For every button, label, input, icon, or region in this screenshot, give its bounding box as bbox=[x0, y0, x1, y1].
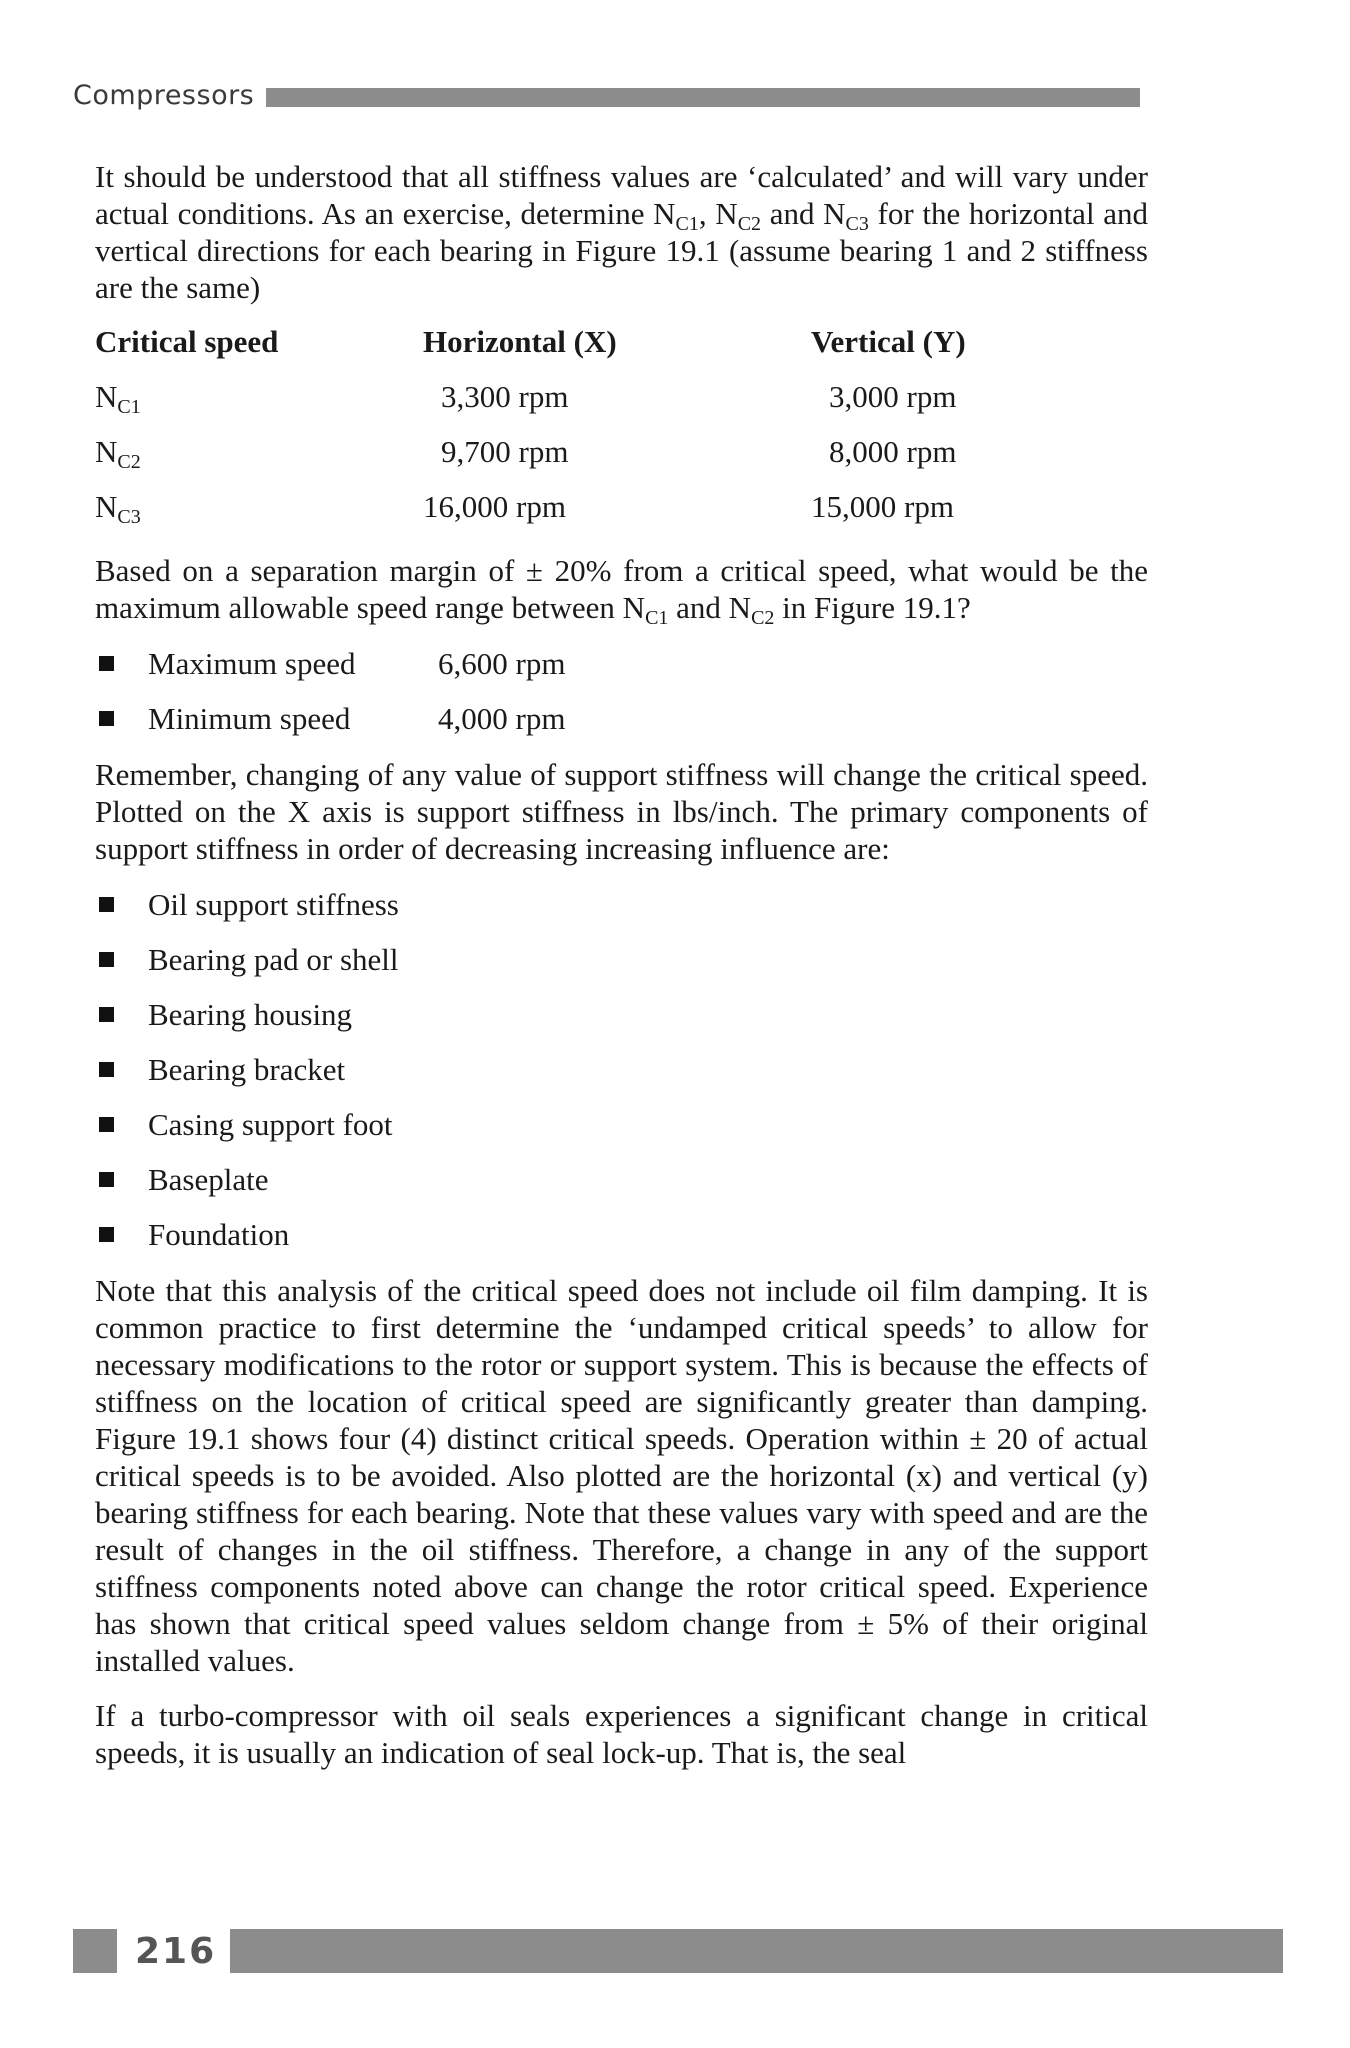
speed-range-list bbox=[95, 636, 1148, 746]
bullet-square-icon bbox=[99, 1007, 114, 1022]
vertical-value: 8,000 rpm bbox=[829, 434, 957, 469]
footer-rule bbox=[230, 1929, 1283, 1973]
bullet-square-icon bbox=[99, 1117, 114, 1132]
speed-label: Minimum speed bbox=[148, 701, 351, 736]
speed-value: 6,600 rpm bbox=[438, 646, 566, 681]
bullet-square-icon bbox=[99, 711, 114, 726]
margin-question-paragraph bbox=[95, 552, 1148, 629]
list-item bbox=[95, 932, 1148, 987]
component-label: Bearing bracket bbox=[148, 1052, 346, 1087]
running-title: Compressors bbox=[73, 79, 255, 111]
speed-value: 4,000 rpm bbox=[438, 701, 566, 736]
margin-text-mid: and N bbox=[668, 590, 752, 625]
bullet-square-icon bbox=[99, 897, 114, 912]
speed-label: Maximum speed bbox=[148, 646, 356, 681]
component-label: Oil support stiffness bbox=[148, 887, 399, 922]
critical-speed-label: $N_{C2}$ bbox=[95, 434, 141, 473]
margin-sub-a: C1 bbox=[645, 607, 669, 629]
list-item bbox=[95, 987, 1148, 1042]
margin-text-1: Based on a separation margin of ± 20% from a critical speed, what would be the maximum allowable speed range between N bbox=[95, 553, 1148, 625]
column-header: Critical speed bbox=[95, 324, 279, 359]
horizontal-value: 3,300 rpm bbox=[441, 379, 569, 414]
critical-speed-label: $N_{C3}$ bbox=[95, 489, 141, 528]
running-header bbox=[73, 78, 1140, 112]
bullet-square-icon bbox=[99, 656, 114, 671]
column-header: Vertical (Y) bbox=[811, 324, 966, 359]
list-item bbox=[95, 1207, 1148, 1262]
table-row bbox=[95, 369, 1148, 424]
component-label: Casing support foot bbox=[148, 1107, 393, 1142]
note-paragraph: Note that this analysis of the critical speed does not include oil film damping. It is common practice to first determine the ‘undamped critical speeds’ to allow for necessary modifications to the rotor or support system. This is because the effects of stiffness on the location of critical speed are significantly greater than damping. Figure 19.1 shows four (4) distinct critical speeds. Operation within ± 20 of actual critical speeds is to be avoided. Also plotted are the horizontal (x) and vertical (y) bearing stiffness for each bearing. Note that these values vary with speed and are the result of changes in the oil stiffness. Therefore, a change in any of the support stiffness components noted above can change the rotor critical speed. Experience has shown that critical speed values seldom change from ± 5% of their original installed values. bbox=[95, 1273, 1148, 1678]
intro-text-2: for the horizontal and vertical directions for each bearing in Figure 19.1 (assume bearing 1 and 2 stiffness are the same) bbox=[95, 196, 1148, 305]
stiffness-components-list bbox=[95, 877, 1148, 1262]
vertical-value: 15,000 rpm bbox=[811, 489, 954, 524]
intro-sub-c1: C1 bbox=[675, 213, 699, 235]
page-body bbox=[95, 158, 1148, 1771]
list-item bbox=[95, 1042, 1148, 1097]
intro-sep-1: , N bbox=[698, 196, 738, 231]
header-rule bbox=[266, 88, 1140, 107]
final-paragraph: If a turbo-compressor with oil seals experiences a significant change in critical speeds, it is usually an indication of seal lock-up. That is, the seal bbox=[95, 1698, 1148, 1770]
list-item bbox=[95, 691, 1148, 746]
component-label: Bearing housing bbox=[148, 997, 353, 1032]
list-item bbox=[95, 1152, 1148, 1207]
intro-sep-2: and N bbox=[761, 196, 846, 231]
margin-text-2: in Figure 19.1? bbox=[774, 590, 971, 625]
critical-speed-label: $N_{C1}$ bbox=[95, 379, 141, 418]
page-number: 216 bbox=[135, 1930, 217, 1972]
critical-speed-table bbox=[95, 314, 1148, 534]
horizontal-value: 16,000 rpm bbox=[423, 489, 566, 524]
intro-text-1: It should be understood that all stiffness values are ‘calculated’ and will vary under actual conditions. As an exercise, determine N bbox=[95, 159, 1148, 231]
bullet-square-icon bbox=[99, 1172, 114, 1187]
list-item bbox=[95, 1097, 1148, 1152]
list-item bbox=[95, 636, 1148, 691]
bullet-square-icon bbox=[99, 952, 114, 967]
component-label: Baseplate bbox=[148, 1162, 269, 1197]
horizontal-value: 9,700 rpm bbox=[441, 434, 569, 469]
footer-left-block bbox=[73, 1929, 117, 1973]
bullet-square-icon bbox=[99, 1227, 114, 1242]
table-row bbox=[95, 479, 1148, 534]
list-item bbox=[95, 877, 1148, 932]
intro-sub-c3: C3 bbox=[845, 213, 869, 235]
page-footer bbox=[73, 1927, 1283, 1975]
bullet-square-icon bbox=[99, 1062, 114, 1077]
remember-paragraph: Remember, changing of any value of support stiffness will change the critical speed. Plotted on the X axis is support stiffness in lbs/inch. The primary components of support stiffness in order of decreasing increasing influence are: bbox=[95, 757, 1148, 866]
vertical-value: 3,000 rpm bbox=[829, 379, 957, 414]
component-label: Bearing pad or shell bbox=[148, 942, 399, 977]
margin-sub-b: C2 bbox=[751, 607, 775, 629]
column-header: Horizontal (X) bbox=[423, 324, 617, 359]
intro-sub-c2: C2 bbox=[737, 213, 762, 235]
component-label: Foundation bbox=[148, 1217, 290, 1252]
intro-paragraph bbox=[95, 158, 1148, 306]
table-row bbox=[95, 424, 1148, 479]
table-header-row bbox=[95, 314, 1148, 369]
